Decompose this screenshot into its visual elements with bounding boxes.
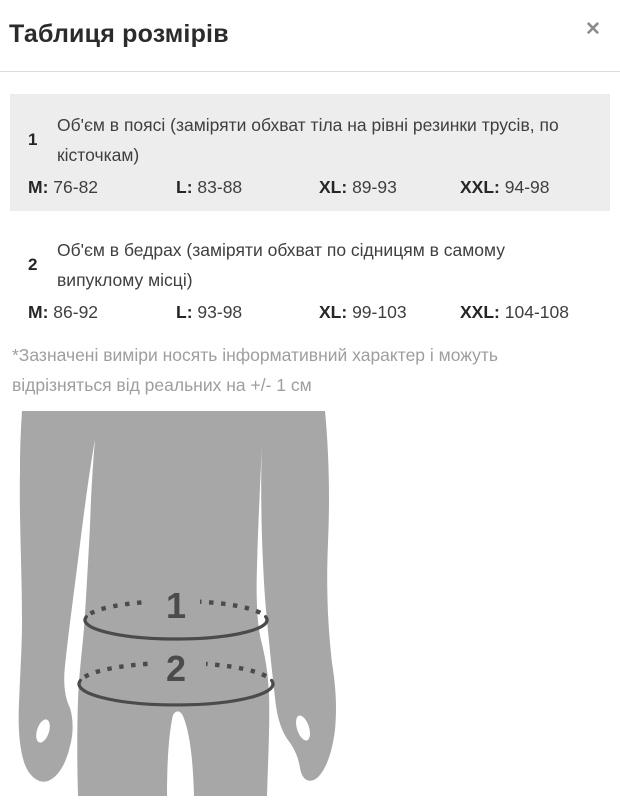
size-label: M: (28, 177, 49, 197)
measure-description: Об'єм в поясі (заміряти обхват тіла на рівні резинки трусів, по кісточкам) (57, 115, 559, 165)
size-value: 93-98 (197, 302, 243, 322)
size-label: XXL: (460, 177, 500, 197)
size-label: L: (176, 302, 193, 322)
size-label: M: (28, 302, 49, 322)
measure-description: Об'єм в бедрах (заміряти обхват по сідницям в самому випуклому місці) (57, 240, 505, 290)
size-value: 99-103 (352, 302, 407, 322)
size-value: 104-108 (504, 302, 569, 322)
size-cell-l (176, 172, 319, 202)
size-cell-l (176, 297, 319, 327)
size-value: 89-93 (352, 177, 397, 197)
measure-number: 1 (28, 130, 38, 149)
waist-sizes-row (28, 172, 592, 202)
size-label: L: (176, 177, 193, 197)
page-title: Таблиця розмірів (9, 20, 229, 48)
close-icon[interactable]: ✕ (580, 16, 606, 42)
size-label: XXL: (460, 302, 500, 322)
size-value: 94-98 (504, 177, 550, 197)
size-cell-xl (319, 297, 460, 327)
waist-ring-label: 1 (165, 585, 187, 626)
modal-header (0, 0, 620, 72)
size-cell-m (28, 172, 176, 202)
size-value: 86-92 (53, 302, 99, 322)
size-cell-xxl (460, 297, 592, 327)
hips-description-row (28, 235, 592, 295)
hip-ring-label: 2 (165, 648, 187, 689)
measurement-figure (14, 408, 350, 798)
size-value: 76-82 (53, 177, 99, 197)
waist-description-row (28, 110, 592, 170)
size-row-hips (10, 219, 610, 336)
size-row-waist (10, 94, 610, 211)
disclaimer-note: *Зазначені виміри носять інформативний характер і можуть відрізняться від реальних на +/- 1 см (12, 345, 499, 395)
size-label: XL: (319, 177, 348, 197)
measure-number: 2 (28, 255, 38, 274)
size-cell-xxl (460, 172, 592, 202)
size-label: XL: (319, 302, 348, 322)
size-cell-m (28, 297, 176, 327)
hips-sizes-row (28, 297, 592, 327)
size-cell-xl (319, 172, 460, 202)
size-value: 83-88 (197, 177, 243, 197)
